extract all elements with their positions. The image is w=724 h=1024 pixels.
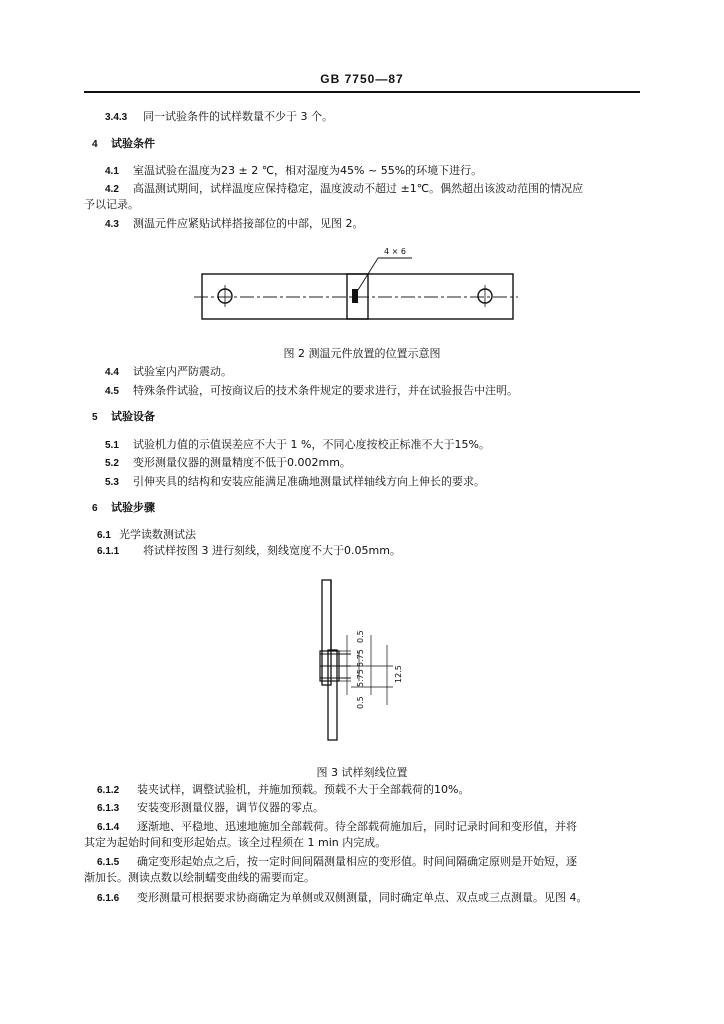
figure-3-diagram	[305, 575, 420, 745]
dim-b: 5.75	[356, 669, 365, 687]
clause-number: 4.4	[105, 367, 119, 378]
clause-6-1-5	[97, 854, 577, 870]
dim-top: 0.5	[356, 630, 365, 643]
section-4-heading	[92, 136, 155, 152]
clause-text: 试验室内严防震动。	[133, 365, 232, 378]
clause-text: 同一试验条件的试样数量不少于 3 个。	[143, 110, 333, 123]
dim-total: 12.5	[394, 665, 403, 683]
dim-bottom: 0.5	[356, 696, 365, 709]
clause-6-1-4-continued	[84, 835, 386, 850]
lower-strip	[328, 650, 337, 740]
clause-text: 其定为起始时间和变形起始点。该全过程须在 1 min 内完成。	[84, 836, 387, 849]
clause-number: 6.1.1	[97, 546, 120, 557]
clause-number: 5.2	[105, 458, 119, 469]
section-5-heading	[92, 409, 155, 425]
section-title: 试验设备	[111, 410, 155, 423]
section-number: 6	[92, 503, 98, 514]
clause-text: 高温测试期间，试样温度应保持稳定，温度波动不超过 ±1℃。偶然超出该波动范围的情况应	[133, 182, 584, 195]
figure-2-caption: 图 2 测温元件放置的位置示意图	[283, 347, 441, 360]
section-6-heading	[92, 500, 155, 516]
section-number: 4	[92, 139, 98, 150]
clause-text: 安装变形测量仪器，调节仪器的零点。	[137, 801, 324, 814]
clause-text: 逐渐地、平稳地、迅速地施加全部载荷。待全部载荷施加后，同时记录时间和变形值，并将	[137, 820, 577, 833]
clause-6-1	[97, 527, 196, 543]
clause-number: 4.5	[105, 386, 119, 397]
clause-text: 装夹试样，调整试验机，并施加预载。预载不大于全部载荷的10%。	[137, 783, 470, 796]
dim-a: 5.75	[356, 649, 365, 667]
clause-4-2	[105, 181, 583, 197]
section-title: 试验条件	[111, 137, 155, 150]
clause-5-1	[105, 437, 490, 453]
clause-text: 引伸夹具的结构和安装应能满足准确地测量试样轴线方向上伸长的要求。	[133, 475, 485, 488]
clause-text: 试验机力值的示值误差应不大于 1 %，不同心度按校正标准不大于15%。	[133, 438, 490, 451]
clause-text: 光学读数测试法	[119, 528, 196, 541]
clause-number: 6.1	[97, 530, 111, 541]
clause-text: 特殊条件试验，可按商议后的技术条件规定的要求进行，并在试验报告中注明。	[133, 384, 518, 397]
section-title: 试验步骤	[111, 501, 155, 514]
clause-6-1-4	[97, 819, 577, 835]
sensor-dimension: 4 × 6	[384, 247, 406, 256]
clause-6-1-2	[97, 782, 469, 798]
clause-4-2-continued	[84, 197, 139, 212]
upper-strip	[322, 580, 331, 685]
clause-5-3	[105, 474, 485, 490]
clause-number: 6.1.5	[97, 857, 120, 868]
temperature-sensor	[352, 289, 358, 303]
clause-number: 6.1.2	[97, 785, 120, 796]
clause-number: 4.2	[105, 184, 119, 195]
clause-6-1-1	[97, 543, 401, 559]
clause-4-3	[105, 216, 364, 232]
clause-text: 室温试验在温度为23 ± 2 ℃，相对湿度为45% ~ 55%的环境下进行。	[133, 164, 483, 177]
clause-text: 渐加长。测读点数以绘制蠕变曲线的需要而定。	[84, 871, 315, 884]
clause-text: 予以记录。	[84, 198, 139, 211]
figure-3-caption: 图 3 试样刻线位置	[316, 766, 408, 779]
clause-number: 3.4.3	[105, 112, 128, 123]
clause-4-4	[105, 364, 232, 380]
clause-number: 4.1	[105, 166, 119, 177]
clause-text: 测温元件应紧贴试样搭接部位的中部，见图 2。	[133, 217, 364, 230]
clause-text: 变形测量仪器的测量精度不低于0.002mm。	[133, 456, 351, 469]
section-number: 5	[92, 412, 98, 423]
clause-number: 5.3	[105, 477, 119, 488]
clause-number: 4.3	[105, 219, 119, 230]
clause-number: 6.1.6	[97, 893, 120, 904]
figure-2-diagram	[190, 238, 530, 333]
clause-4-1	[105, 163, 482, 179]
clause-number: 5.1	[105, 440, 119, 451]
clause-6-1-5-continued	[84, 870, 315, 885]
clause-text: 确定变形起始点之后，按一定时间间隔测量相应的变形值。时间间隔确定原则是开始短，逐	[137, 855, 577, 868]
clause-text: 变形测量可根据要求协商确定为单侧或双侧测量，同时确定单点、双点或三点测量。见图 4。	[137, 891, 588, 904]
clause-3-4-3	[105, 109, 333, 125]
clause-5-2	[105, 455, 351, 471]
standard-number: GB 7750—87	[320, 72, 404, 86]
clause-6-1-3	[97, 800, 324, 816]
clause-6-1-6	[97, 890, 588, 906]
clause-number: 6.1.3	[97, 803, 120, 814]
clause-4-5	[105, 383, 518, 399]
clause-text: 将试样按图 3 进行刻线，刻线宽度不大于0.05mm。	[143, 544, 401, 557]
header-rule	[84, 91, 640, 93]
clause-number: 6.1.4	[97, 822, 120, 833]
